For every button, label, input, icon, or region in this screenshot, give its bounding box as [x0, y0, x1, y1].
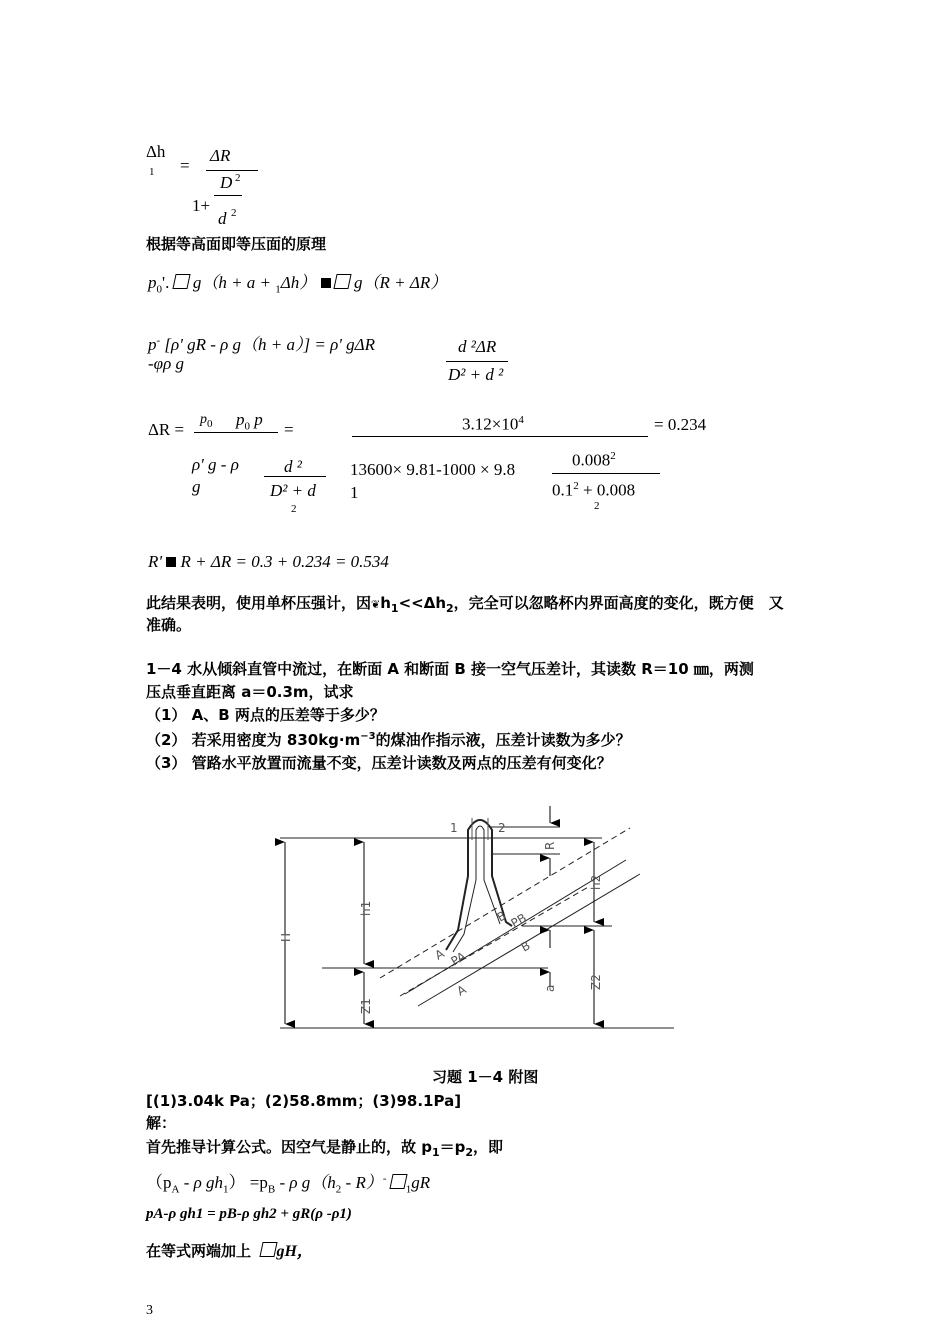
- eq4-p: $p_0$ p: [236, 410, 263, 433]
- eq5: R' R + ΔR = 0.3 + 0.234 = 0.534: [148, 552, 389, 571]
- eq1-fraction-bar: [206, 170, 258, 171]
- eq3-main: p- [ρ' gR - ρ g（h + a）] = ρ' gΔR: [148, 334, 376, 354]
- eq3-frac-num: d ²ΔR: [458, 337, 497, 356]
- eq1-one-plus: 1+: [192, 196, 211, 215]
- page-number: 3: [146, 1303, 153, 1318]
- eq4-lhs: ΔR =: [148, 420, 185, 439]
- para1-line2: 准确。: [146, 616, 192, 634]
- derive-line: 首先推导计算公式。因空气是静止的，故 $p_1=p_2$，即: [146, 1138, 504, 1159]
- fig-label-2: 2: [498, 821, 506, 835]
- equals-square-icon: [321, 278, 331, 288]
- fig-label-R: R: [543, 841, 557, 850]
- eq4-main-bar: [352, 436, 648, 437]
- eq1-den-d-exp: 2: [231, 207, 237, 219]
- eq4-denom2: 1: [350, 483, 359, 502]
- jie-label: 解：: [146, 1114, 177, 1132]
- eq4-dden: D² + d: [270, 481, 316, 500]
- eq7: pA-ρ gh1 = pB-ρ gh2 + gR(ρ -ρ1): [146, 1206, 352, 1222]
- answer-line: [(1)3.04k Pa；(2)58.8mm；(3)98.1Pa]: [146, 1092, 462, 1110]
- fig-label-h1: h1: [359, 900, 373, 916]
- fig-label-A: A: [432, 946, 447, 963]
- equals-square-icon-2: [166, 557, 176, 567]
- fig-label-A2: A: [454, 982, 469, 999]
- eq4-result: = 0.234: [654, 415, 707, 434]
- fig-label-B2: B: [518, 938, 533, 955]
- eq4-fden-sub: 2: [594, 500, 600, 512]
- eq1-lhs-sub: 1: [149, 166, 155, 178]
- fig-label-Z2: Z2: [589, 974, 603, 990]
- eq4-den1b: g: [192, 477, 201, 496]
- eq1-lhs: Δh: [146, 142, 166, 161]
- eq4-eq: =: [284, 420, 294, 439]
- eq1-equals: =: [180, 156, 190, 175]
- problem-line2: 压点垂直距离 a＝0.3m，试求: [146, 683, 354, 701]
- eq3-frac-den: D² + d ²: [448, 365, 504, 384]
- eq3-second: -φρ g: [148, 354, 184, 373]
- eq4-denom: 13600× 9.81-1000 × 9.8: [350, 460, 516, 479]
- last-line: 在等式两端加上 gH，: [146, 1242, 313, 1260]
- figure-manometer: [260, 800, 690, 1040]
- eq4-p0: $p_0$: [200, 412, 213, 430]
- problem-line1: 1－4 水从倾斜直管中流过，在断面 A 和断面 B 接一空气压差计，其读数 R＝10 ㎜，两测: [146, 660, 754, 678]
- eq4-dnum: d ²: [284, 457, 302, 476]
- eq1-numerator: ΔR: [210, 146, 231, 165]
- eq1-den-D-exp: 2: [235, 172, 241, 184]
- eq4-den1: ρ' g - ρ: [192, 455, 239, 474]
- eq4-left-bar: [194, 432, 278, 433]
- fig-label-B: B: [494, 908, 509, 925]
- eq2: $p_0'$. g（h + a + $_1$Δh） g（R + ΔR）: [148, 273, 448, 296]
- eq1-den-d: d: [218, 209, 227, 228]
- eq1-inner-bar: [214, 195, 242, 196]
- fig-label-PB: PB: [508, 910, 529, 931]
- fig-label-h2: h2: [589, 874, 603, 890]
- question-2: （2） 若采用密度为 $830kg\cdot m^{-3}$的煤油作指示液，压差计读数为多少？: [146, 731, 631, 749]
- eq4-f-bar: [552, 473, 660, 474]
- eq1-den-D: D: [220, 173, 233, 192]
- eq4-fnum: 0.008$^2$: [572, 450, 616, 470]
- eq4-numer: $3.12\times 10^4$: [462, 414, 524, 434]
- eq4-dden-sub: 2: [291, 503, 297, 515]
- question-1: （1） A、B 两点的压差等于多少？: [146, 706, 385, 724]
- fig-label-PA: PA: [448, 949, 469, 969]
- eq4-fden: $0.1^2 + 0.008$: [552, 480, 636, 500]
- eq3-frac-bar: [446, 361, 508, 362]
- rho-box-icon-2: [389, 1174, 407, 1189]
- fig-label-H: H: [279, 932, 293, 942]
- fig-label-a: a: [543, 984, 557, 992]
- eq6: （$p_A$ - ρ $gh_1) =p_B - \rho$ $g(h_2 - R)^-$ $_1$gR: [146, 1172, 431, 1196]
- fig-label-1: 1: [450, 821, 458, 835]
- para1-line1: 此结果表明，使用单杯压强计，因$❦h_1<<\Delta h_2$，完全可以忽略杯内界面高度的变化，既方便 又: [146, 594, 784, 615]
- question-3: （3） 管路水平放置而流量不变，压差计读数及两点的压差有何变化？: [146, 754, 612, 772]
- eq4-d-bar: [264, 476, 326, 477]
- text-principle: 根据等高面即等压面的原理: [146, 235, 327, 253]
- figure-caption: 习题 1－4 附图: [432, 1068, 539, 1086]
- fig-label-Z1: Z1: [359, 998, 373, 1014]
- rho-box-icon: [172, 274, 190, 289]
- rho-prime-box-icon: [333, 274, 351, 289]
